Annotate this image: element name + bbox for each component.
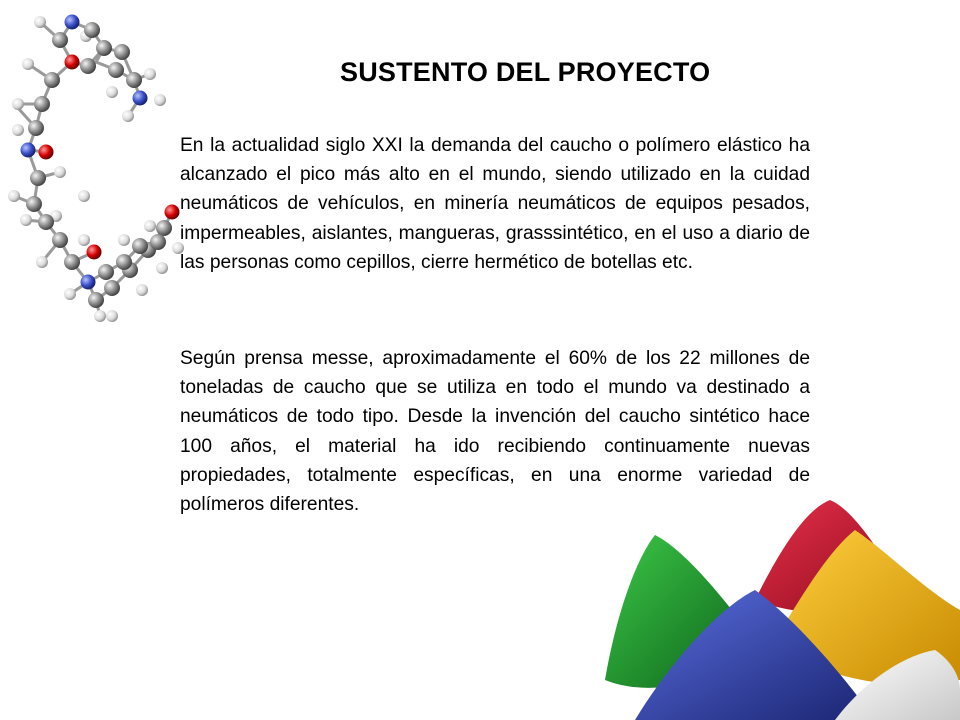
pigments-image <box>605 490 960 720</box>
molecule-image <box>0 0 200 340</box>
slide-title: SUSTENTO DEL PROYECTO <box>340 57 711 87</box>
paragraph-statistics: Según prensa messe, aproximadamente el 60% de los 22 millones de toneladas de caucho que se utiliza en todo el mundo va destinado a neumáticos de todo tipo. Desde la invención del caucho sintético hace 100 años, el material ha ido recibiendo continuamente nuevas propiedades, totalmente específicas, en una enorme variedad de polímeros diferentes. <box>180 348 810 516</box>
paragraph-demand: En la actualidad siglo XXI la demanda del caucho o polímero elástico ha alcanzado el pico más alto en el mundo, siendo utilizado en la cuidad neumáticos de vehículos, en minería neumáticos de equipos pesados, impermeables, aislantes, mangueras, grasssintético, en el uso a diario de las personas como cepillos, cierre hermético de botellas etc. <box>180 135 810 273</box>
